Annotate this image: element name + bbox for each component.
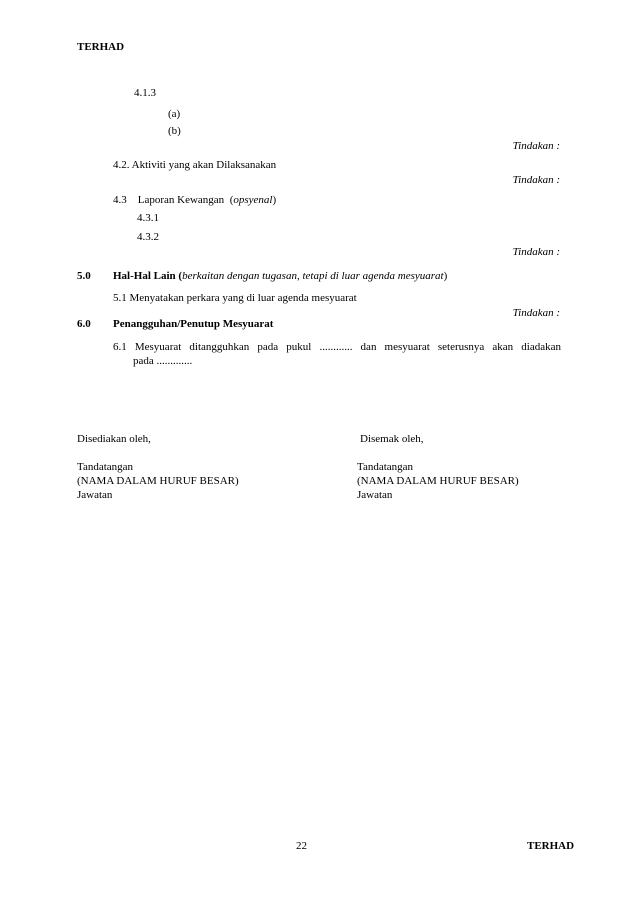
tindakan-label: Tindakan : xyxy=(512,246,560,258)
section-5-number: 5.0 xyxy=(77,270,91,282)
item-4-3-number: 4.3 xyxy=(113,194,127,206)
item-4-3-title: Laporan Kewangan xyxy=(137,194,225,206)
page-number: 22 xyxy=(296,840,307,852)
item-4-3-1: 4.3.1 xyxy=(137,212,159,224)
item-a: (a) xyxy=(168,108,181,120)
item-4-2: 4.2. Aktiviti yang akan Dilaksanakan xyxy=(113,159,277,171)
item-5-1: 5.1 Menyatakan perkara yang di luar agenda mesyuarat xyxy=(113,292,357,304)
item-4-3-optional: opsyenal xyxy=(233,194,273,206)
reviewed-by-position: Jawatan xyxy=(357,489,393,501)
prepared-by-position: Jawatan xyxy=(77,489,113,501)
item-4-1-3: 4.1.3 xyxy=(134,87,156,99)
section-5-note: berkaitan dengan tugasan, tetapi di luar agenda mesyuarat xyxy=(182,270,444,282)
header-classification: TERHAD xyxy=(77,41,125,53)
prepared-by-signature: Tandatangan xyxy=(77,461,134,473)
tindakan-label: Tindakan : xyxy=(512,174,560,186)
prepared-by-name: (NAMA DALAM HURUF BESAR) xyxy=(77,475,239,487)
section-6-title: Penangguhan/Penutup Mesyuarat xyxy=(113,318,274,330)
item-4-3-2: 4.3.2 xyxy=(137,231,159,243)
prepared-by-heading: Disediakan oleh, xyxy=(77,433,151,445)
reviewed-by-name: (NAMA DALAM HURUF BESAR) xyxy=(357,475,519,487)
section-6-number: 6.0 xyxy=(77,318,91,330)
tindakan-label: Tindakan : xyxy=(512,140,560,152)
footer-classification: TERHAD xyxy=(527,840,575,852)
item-4-3: 4.3 Laporan Kewangan (opsyenal) xyxy=(113,194,277,206)
reviewed-by-heading: Disemak oleh, xyxy=(360,433,424,445)
item-6-1-line1: 6.1 Mesyuarat ditangguhkan pada pukul ............ dan mesyuarat seterusnya akan diadakan xyxy=(113,341,561,353)
section-5-title: Hal-Hal Lain xyxy=(113,270,176,282)
section-5-heading: Hal-Hal Lain (berkaitan dengan tugasan, tetapi di luar agenda mesyuarat) xyxy=(113,270,448,282)
item-6-1-line2: pada ............. xyxy=(133,355,193,367)
tindakan-label: Tindakan : xyxy=(512,307,560,319)
reviewed-by-signature: Tandatangan xyxy=(357,461,414,473)
item-b: (b) xyxy=(168,125,181,137)
